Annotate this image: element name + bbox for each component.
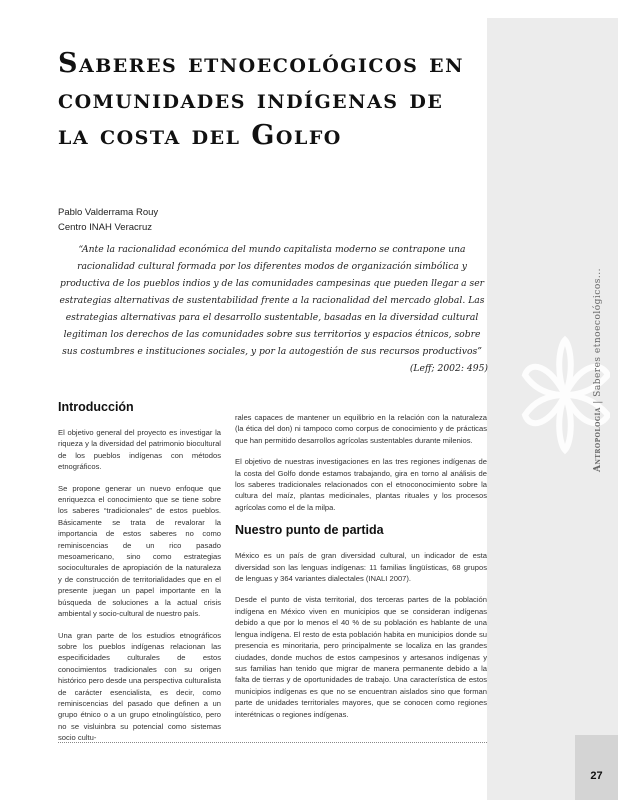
running-head	[593, 268, 603, 472]
left-column	[58, 400, 221, 754]
paragraph: Se propone generar un nuevo enfoque que enriquezca el conocimiento que se tiene sobre los saberes “tradicionales” de estos pueblos. Básicamente se trata de revalorar la importancia de estos saberes no como reminiscencias de un rico pasado mesoamericano, sino como estrategias socioculturales de apropiación de la naturaleza y de construcción de territorialidades que en el presente juegan un papel importante en la búsqueda de soluciones a la actual crisis ambiental y socio-cultural de nuestro país.	[58, 483, 221, 619]
page-number-box	[575, 735, 618, 800]
paragraph: El objetivo general del proyecto es investigar la riqueza y la diversidad del patrimonio biocultural de los pueblos indígenas con métodos etnográficos.	[58, 428, 221, 472]
epigraph-citation: (Leff; 2002: 495)	[409, 363, 488, 374]
epigraph-quote	[56, 241, 488, 377]
bottom-dotted-rule	[58, 742, 487, 743]
paragraph: rales capaces de mantener un equilibrio en la relación con la naturaleza (la ética del don) ni tampoco como corpus de conocimiento y de prácticas que han permitido desarrollos agrícolas sustentables durante milenios.	[235, 413, 487, 445]
epigraph-text: “Ante la racionalidad económica del mundo capitalista moderno se contrapone una racionalidad cultural formada por los diferentes modos de organización simbólica y productiva de los pueblos indios y de las comunidades campesinas que pueden llegar a ser estrategias alternativas de sustentabilidad frente a la racionalidad del mercado global. Las estrategias alternativas para el desarrollo sustentable, basadas en la diversidad cultural legitiman los derechos de las comunidades sobre sus territorios y espacios étnicos, sobre sus costumbres e instituciones sociales, y por la autogestión de sus recursos productivos”	[59, 244, 485, 357]
paragraph: El objetivo de nuestras investigaciones en las tres regiones indígenas de la costa del Golfo donde estamos trabajando, gira en torno al análisis de los saberes tradicionales relacionados con el etnoconocimiento sobre la cultura del maíz, plantas medicinales, plantas rituales y los procesos agrícolas como el de la milpa.	[235, 457, 487, 512]
running-head-separator: |	[593, 396, 603, 408]
paragraph: Desde el punto de vista territorial, dos terceras partes de la población indígena en México viven en municipios que se consideran indígenas debido a que por lo menos el 40 % de su población es hablante de una lengua indígena. El resto de esta población habita en municipios donde su presencia es minoritaria, pero principalmente se localiza en las grandes ciudades, donde muchos de estos campesinos y artesanos indígenas y sus familias han tenido que migrar de manera permanente debido a la falta de tierras y de oportunidades de trabajo. Una característica de estos municipios indígenas es que no se encuentran aislados sino que forman parte de unidades territoriales mayores, que se conocen como regiones interétnicas o regiones indígenas.	[235, 595, 487, 719]
section-heading-introduccion: Introducción	[58, 400, 134, 414]
article-title: Saberes etnoecológicos en comunidades indígenas de la costa del Golfo	[58, 48, 465, 151]
paragraph: Una gran parte de los estudios etnográficos sobre los pueblos indígenas relacionan las especificidades culturales de estos conocimientos tradicionales con su origen histórico pero desde una perspectiva culturalista de carácter esencialista, es decir, como reminiscencias del pasado que definen a un grupo étnico o a un grupo etnolingüístico, pero no se visluinbra su potencial como sistemas socio cultu-	[58, 630, 221, 743]
right-column	[235, 412, 487, 730]
page-number: 27	[590, 770, 603, 782]
running-head-title: Saberes etnoecológicos...	[593, 268, 603, 397]
section-heading-punto-de-partida: Nuestro punto de partida	[235, 523, 384, 538]
running-head-section: Antropología	[593, 407, 603, 472]
author-affiliation: Centro INAH Veracruz	[58, 222, 152, 233]
paragraph: México es un país de gran diversidad cultural, un indicador de esta diversidad son las lenguas indígenas: 11 familias lingüísticas, 68 grupos de lenguas y 364 variantes dialectales (INALI 2007).	[235, 551, 487, 584]
author-name: Pablo Valderrama Rouy	[58, 207, 159, 218]
author-block	[58, 205, 158, 235]
side-band-top-gap	[487, 0, 618, 18]
